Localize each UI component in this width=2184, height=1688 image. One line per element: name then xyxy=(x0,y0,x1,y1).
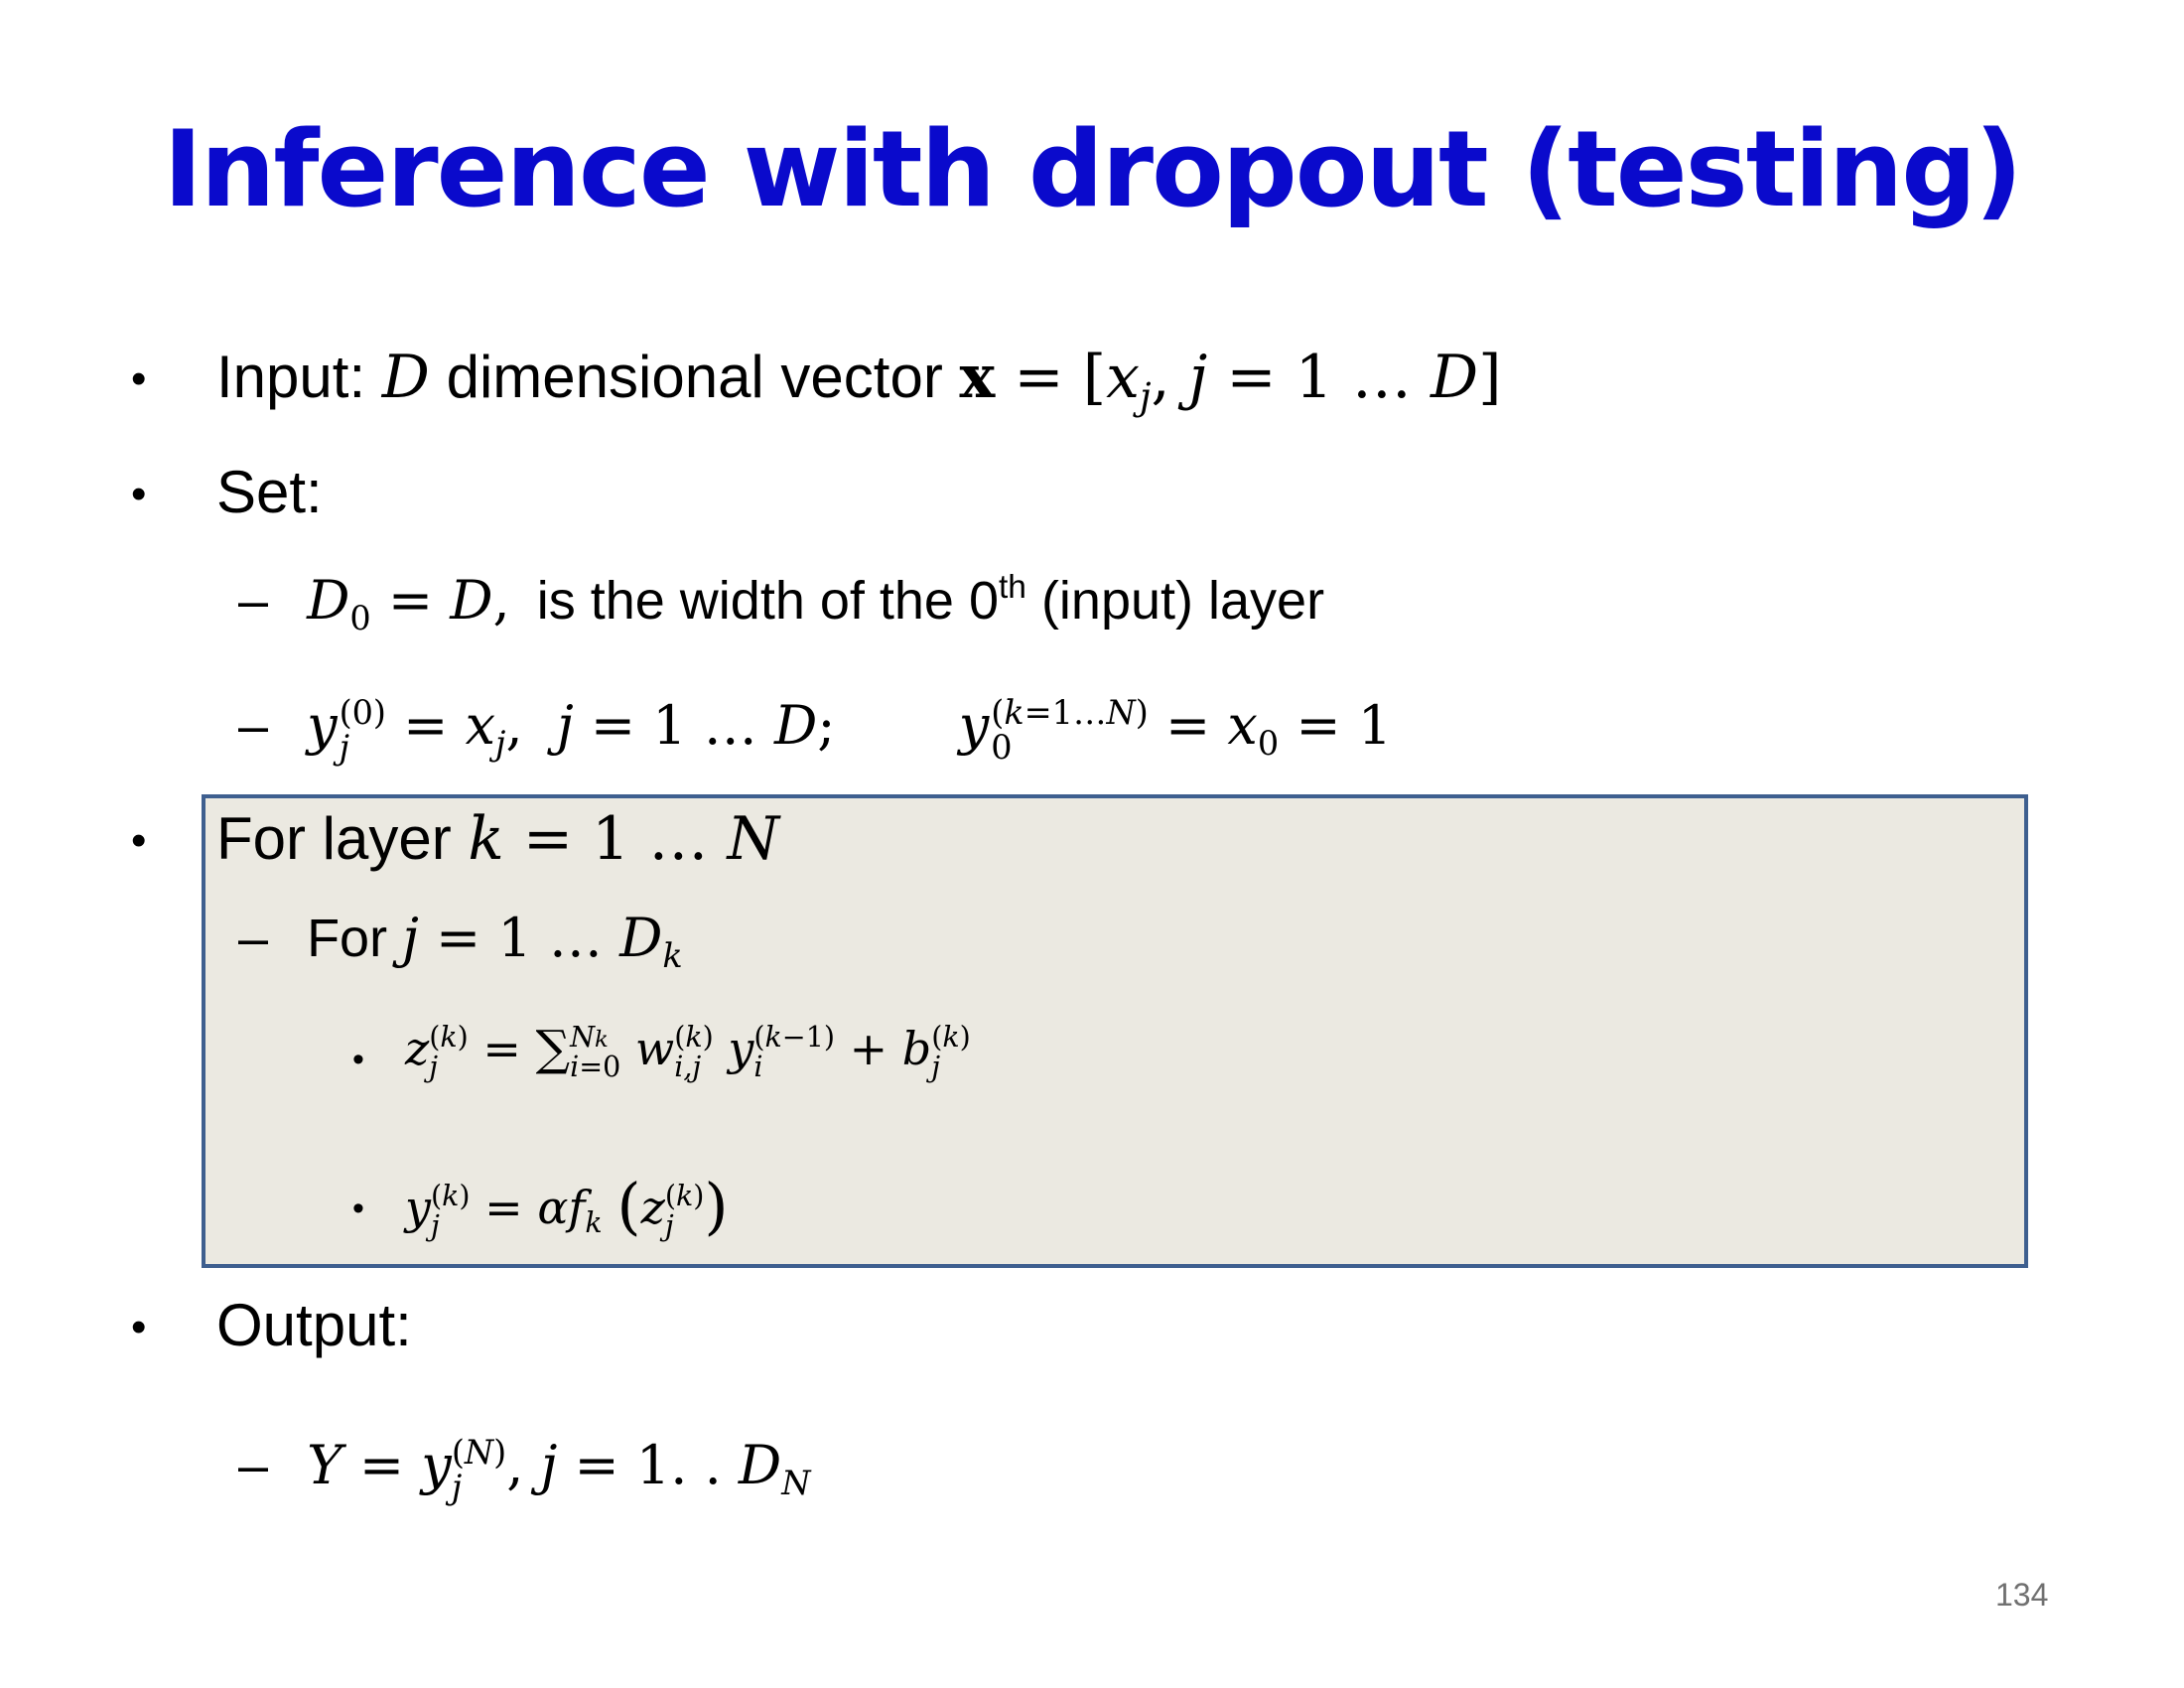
dash-marker: – xyxy=(238,696,269,757)
activation-formula: y (k) j = αfk (z (k) j ) xyxy=(405,1169,729,1242)
set-init-formula: y (0) j = xj, j = 1 … D; y (k=1…N) 0 = x0 = 1 xyxy=(307,693,1393,768)
bullet-dot: • xyxy=(131,470,147,518)
dash-marker: – xyxy=(238,909,269,968)
bullet-dot: • xyxy=(131,1303,147,1351)
input-label: Input: xyxy=(216,344,366,410)
affine-equation xyxy=(405,1020,971,1083)
set-line xyxy=(216,459,323,525)
input-line xyxy=(216,343,1502,418)
unit-loop-line xyxy=(238,907,683,975)
page-number: 134 xyxy=(1995,1577,2049,1613)
affine-formula: z (k) j = ∑ Nk i=0 w (k) i,j y (k−1) i + b (k) j xyxy=(405,1020,971,1083)
output-line xyxy=(216,1292,412,1358)
bullet-dot: • xyxy=(352,1190,364,1227)
unit-loop-label: For xyxy=(307,909,388,968)
input-text: dimensional vector xyxy=(446,344,943,410)
math-D: D xyxy=(381,343,430,412)
layer-loop-formula: k = 1 … N xyxy=(468,804,779,874)
activation-equation xyxy=(405,1169,729,1242)
dash-marker: – xyxy=(238,571,269,631)
set-width-text-b: (input) layer xyxy=(1040,571,1325,631)
output-formula: Y = y (N) j , j = 1. . DN xyxy=(307,1433,811,1507)
set-item-init xyxy=(238,693,1393,768)
unit-loop-formula: j = 1 … Dk xyxy=(402,907,683,975)
output-label: Output: xyxy=(216,1292,412,1358)
bullet-dot: • xyxy=(131,816,147,865)
layer-loop-line xyxy=(216,804,779,874)
set-width-formula: D0 = D, xyxy=(307,569,510,637)
slide-title: Inference with dropout (testing) xyxy=(163,108,2021,230)
bullet-dot: • xyxy=(131,354,147,403)
dash-marker: – xyxy=(238,1436,269,1496)
input-formula: x = [xj, j = 1 … D] xyxy=(959,343,1502,418)
set-width-sup: th xyxy=(999,569,1026,607)
set-label: Set: xyxy=(216,459,323,525)
bullet-dot: • xyxy=(352,1041,364,1078)
output-item xyxy=(238,1433,811,1507)
layer-loop-label: For layer xyxy=(216,805,452,872)
set-width-text-a: is the width of the 0 xyxy=(536,571,999,631)
set-item-width xyxy=(238,569,1325,637)
